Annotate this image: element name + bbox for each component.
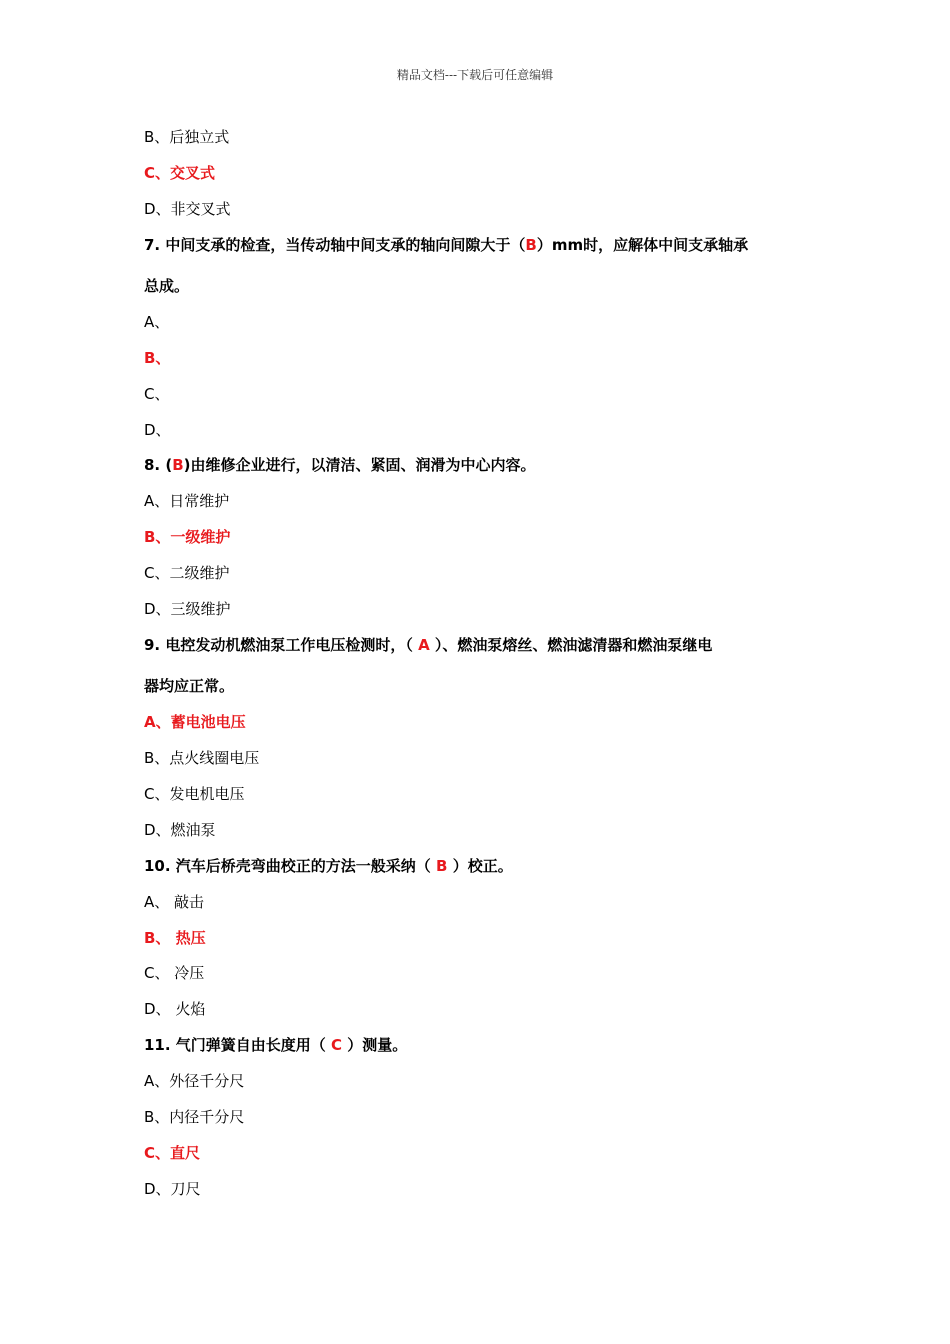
question-10-text-post: ）校正。	[447, 857, 513, 875]
question-7-text-pre: 7. 中间支承的检查，当传动轴中间支承的轴向间隙大于（	[144, 236, 526, 254]
question-9-answer: A	[418, 636, 430, 654]
question-11-answer: C	[331, 1036, 343, 1054]
question-10-answer: B	[436, 857, 448, 875]
option-b-q10-answer: B、 热压	[144, 929, 206, 947]
question-9-text-pre: 9. 电控发动机燃油泵工作电压检测时，（	[144, 636, 419, 654]
option-d-q10: D、 火焰	[144, 1000, 206, 1018]
option-a-q8: A、日常维护	[144, 492, 230, 510]
option-b-q11: B、内径千分尺	[144, 1108, 245, 1126]
question-10-text-pre: 10. 汽车后桥壳弯曲校正的方法一般采纳（	[144, 857, 437, 875]
option-c-q9: C、发电机电压	[144, 785, 245, 803]
question-7-line1	[144, 235, 748, 255]
question-7-line2: 总成。	[144, 277, 190, 295]
option-a-q10: A、 敲击	[144, 893, 205, 911]
option-b-q9: B、点火线圈电压	[144, 749, 260, 767]
option-d-q11: D、刀尺	[144, 1180, 201, 1198]
option-b-q6: B、后独立式	[144, 128, 230, 146]
question-11-text-pre: 11. 气门弹簧自由长度用（	[144, 1036, 332, 1054]
question-9-line2: 器均应正常。	[144, 677, 235, 695]
question-11-text-post: ）测量。	[342, 1036, 408, 1054]
question-7-text-post: ）mm时，应解体中间支承轴承	[536, 236, 749, 254]
option-d-q8: D、三级维护	[144, 600, 231, 618]
option-d-q9: D、燃油泵	[144, 821, 216, 839]
question-8-text-pre: 8. (	[144, 456, 173, 474]
question-8-text-post: )由维修企业进行，以清洁、紧固、润滑为中心内容。	[183, 456, 536, 474]
option-d-q6: D、非交叉式	[144, 200, 231, 218]
option-b-q8-answer: B、一级维护	[144, 528, 231, 546]
question-9-line1	[144, 635, 712, 655]
option-a-q11: A、外径千分尺	[144, 1072, 245, 1090]
question-9-text-post: ）、燃油泵熔丝、燃油滤清器和燃油泵继电	[429, 636, 713, 654]
option-c-q10: C、 冷压	[144, 964, 205, 982]
option-c-q7: C、	[144, 385, 170, 403]
question-8-answer: B	[172, 456, 184, 474]
option-c-q8: C、二级维护	[144, 564, 230, 582]
option-d-q7: D、	[144, 421, 171, 439]
question-11	[144, 1035, 407, 1055]
page-header: 精品文档---下载后可任意编辑	[396, 68, 554, 82]
option-c-q6-answer: C、交叉式	[144, 164, 216, 182]
option-b-q7-answer: B、	[144, 349, 171, 367]
option-c-q11-answer: C、直尺	[144, 1144, 201, 1162]
option-a-q7: A、	[144, 313, 170, 331]
question-10	[144, 856, 513, 876]
question-8	[144, 455, 536, 475]
option-a-q9-answer: A、蓄电池电压	[144, 713, 246, 731]
question-7-answer: B	[525, 236, 537, 254]
